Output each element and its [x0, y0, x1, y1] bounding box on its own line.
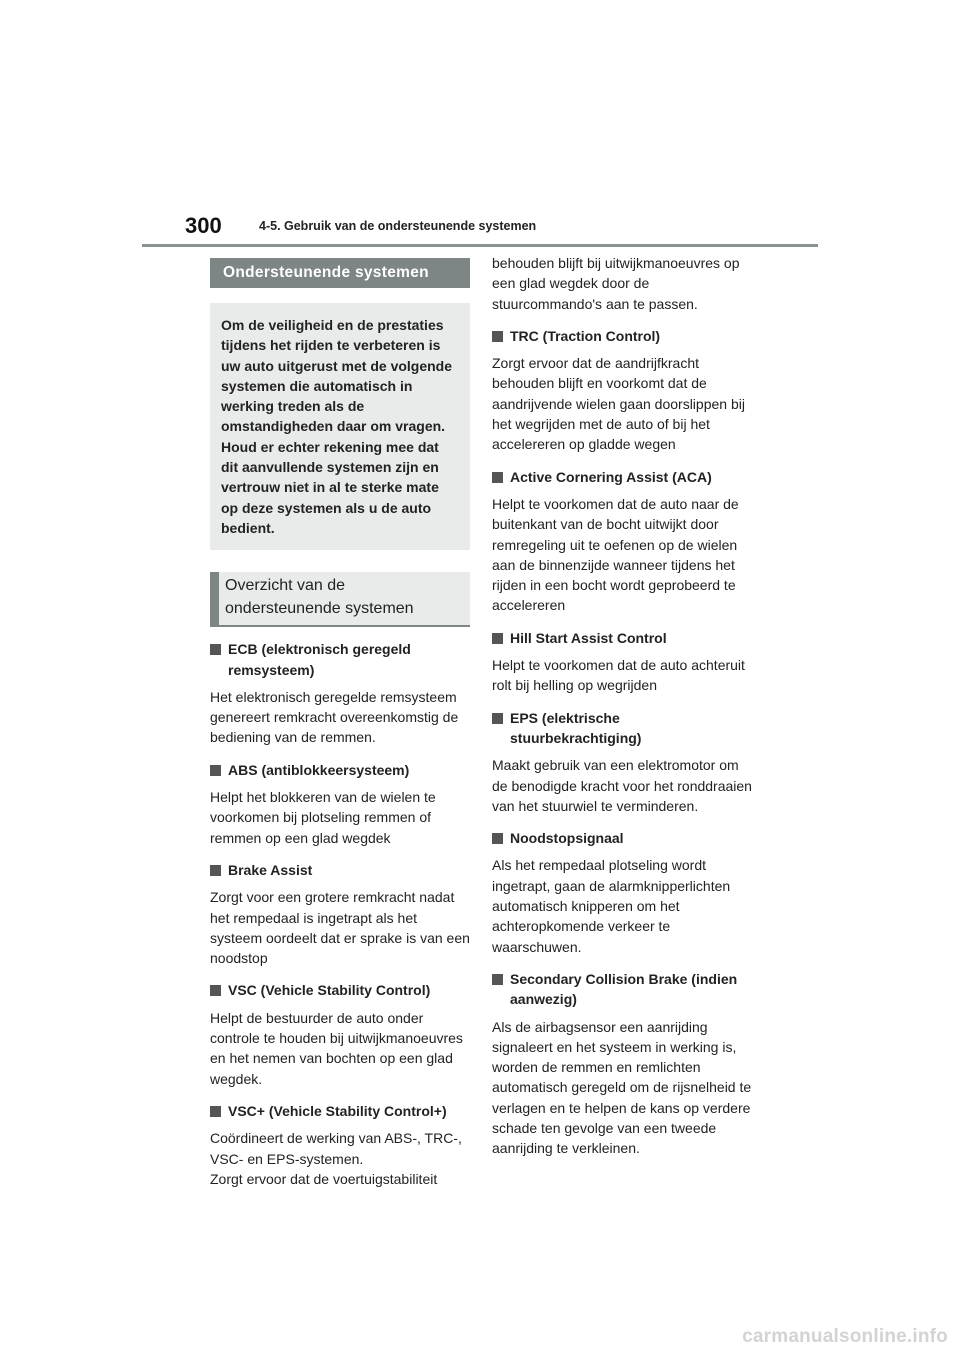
item-title: VSC (Vehicle Stability Control) — [210, 980, 470, 1000]
square-bullet-icon — [492, 331, 503, 342]
item-title: Active Cornering Assist (ACA) — [492, 467, 754, 487]
list-item — [492, 828, 754, 957]
continued-text: behouden blijft bij uitwijkmanoeuvres op een glad wegdek door de stuurcommando's aan te passen. — [492, 255, 740, 312]
square-bullet-icon — [210, 985, 221, 996]
item-title: EPS (elektrische stuurbekrachtiging) — [492, 708, 754, 749]
intro-box: Om de veiligheid en de prestaties tijdens het rijden te verbeteren is uw auto uitgerust met de volgende systemen die automatisch in werking treden als de omstandigheden daar om vragen. Houd er echter rekening mee dat dit aanvullende systemen zijn en vertrouw niet in al te sterke mate op deze systemen als u de auto bedient. — [210, 303, 470, 550]
item-description: Helpt de bestuurder de auto onder controle te houden bij uitwijkmanoeuvres en het nemen van bochten op een glad wegdek. — [210, 1009, 463, 1087]
item-description: Helpt het blokkeren van de wielen te voorkomen bij plotseling remmen of remmen op een glad wegdek — [210, 789, 436, 846]
square-bullet-icon — [492, 633, 503, 644]
list-item — [210, 1101, 470, 1189]
list-item — [492, 708, 754, 816]
square-bullet-icon — [492, 713, 503, 724]
list-item — [210, 760, 470, 848]
item-title: Noodstopsignaal — [492, 828, 754, 848]
item-title: TRC (Traction Control) — [492, 326, 754, 346]
item-description: Zorgt ervoor dat de aandrijfkracht behouden blijft en voorkomt dat de aandrijvende wielen gaan doorslippen bij het wegrijden met de auto of bij het accelereren op gladde wegen — [492, 355, 745, 453]
square-bullet-icon — [210, 865, 221, 876]
item-description: Als het rempedaal plotseling wordt ingetrapt, gaan de alarmknipperlichten automatisch knipperen om het achteropkomende verkeer te waarschuwen. — [492, 857, 731, 955]
right-column — [492, 253, 754, 1159]
square-bullet-icon — [210, 765, 221, 776]
item-description: Het elektronisch geregelde remsysteem genereert remkracht overeenkomstig de bediening van de remmen. — [210, 688, 459, 746]
square-bullet-icon — [492, 974, 503, 985]
square-bullet-icon — [210, 644, 221, 655]
list-item — [210, 639, 470, 747]
item-title: ECB (elektronisch geregeld remsysteem) — [210, 639, 470, 680]
list-item — [210, 980, 470, 1088]
square-bullet-icon — [492, 472, 503, 483]
watermark: carmanualsonline.info — [742, 1326, 948, 1347]
left-column — [210, 258, 470, 1189]
overview-heading: Overzicht van de ondersteunende systemen — [210, 572, 470, 627]
item-description: Maakt gebruik van een elektromotor om de benodigde kracht voor het ronddraaien van het stuurwiel te verminderen. — [492, 757, 752, 814]
item-title: ABS (antiblokkeersysteem) — [210, 760, 470, 780]
item-description: Zorgt voor een grotere remkracht nadat het rempedaal is ingetrapt als het systeem oordeelt dat er sprake is van een noodstop — [210, 889, 470, 967]
list-item — [492, 326, 754, 455]
item-title: Hill Start Assist Control — [492, 628, 754, 648]
item-title: Brake Assist — [210, 860, 470, 880]
item-description: Coördineert de werking van ABS-, TRC-, VSC- en EPS-systemen. Zorgt ervoor dat de voertuigstabiliteit — [210, 1130, 462, 1187]
item-description: Als de airbagsensor een aanrijding signaleert en het systeem in werking is, worden de remmen en remlichten automatisch geregeld om de rijsnelheid te verlagen en te helpen de kans op verdere schade ten gevolge van een tweede aanrijding te verkleinen. — [492, 1018, 752, 1157]
section-title: 4-5. Gebruik van de ondersteunende systemen — [259, 219, 537, 233]
square-bullet-icon — [492, 833, 503, 844]
item-description: Helpt te voorkomen dat de auto achteruit rolt bij helling op wegrijden — [492, 657, 745, 694]
section-banner: Ondersteunende systemen — [210, 258, 470, 288]
list-item — [210, 860, 470, 968]
list-item — [492, 969, 754, 1159]
list-item — [492, 628, 754, 696]
page-number: 300 — [185, 213, 222, 238]
header-rule — [142, 244, 818, 247]
item-title: VSC+ (Vehicle Stability Control+) — [210, 1101, 470, 1121]
item-description: Helpt te voorkomen dat de auto naar de buitenkant van de bocht uitwijkt door remregeling uit te oefenen op de wielen aan de binnenzijde wanneer tijdens het rijden in een bocht wordt geprobeerd te accelereren — [492, 495, 739, 614]
item-title: Secondary Collision Brake (indien aanwezig) — [492, 969, 754, 1010]
list-item — [492, 467, 754, 616]
square-bullet-icon — [210, 1106, 221, 1117]
